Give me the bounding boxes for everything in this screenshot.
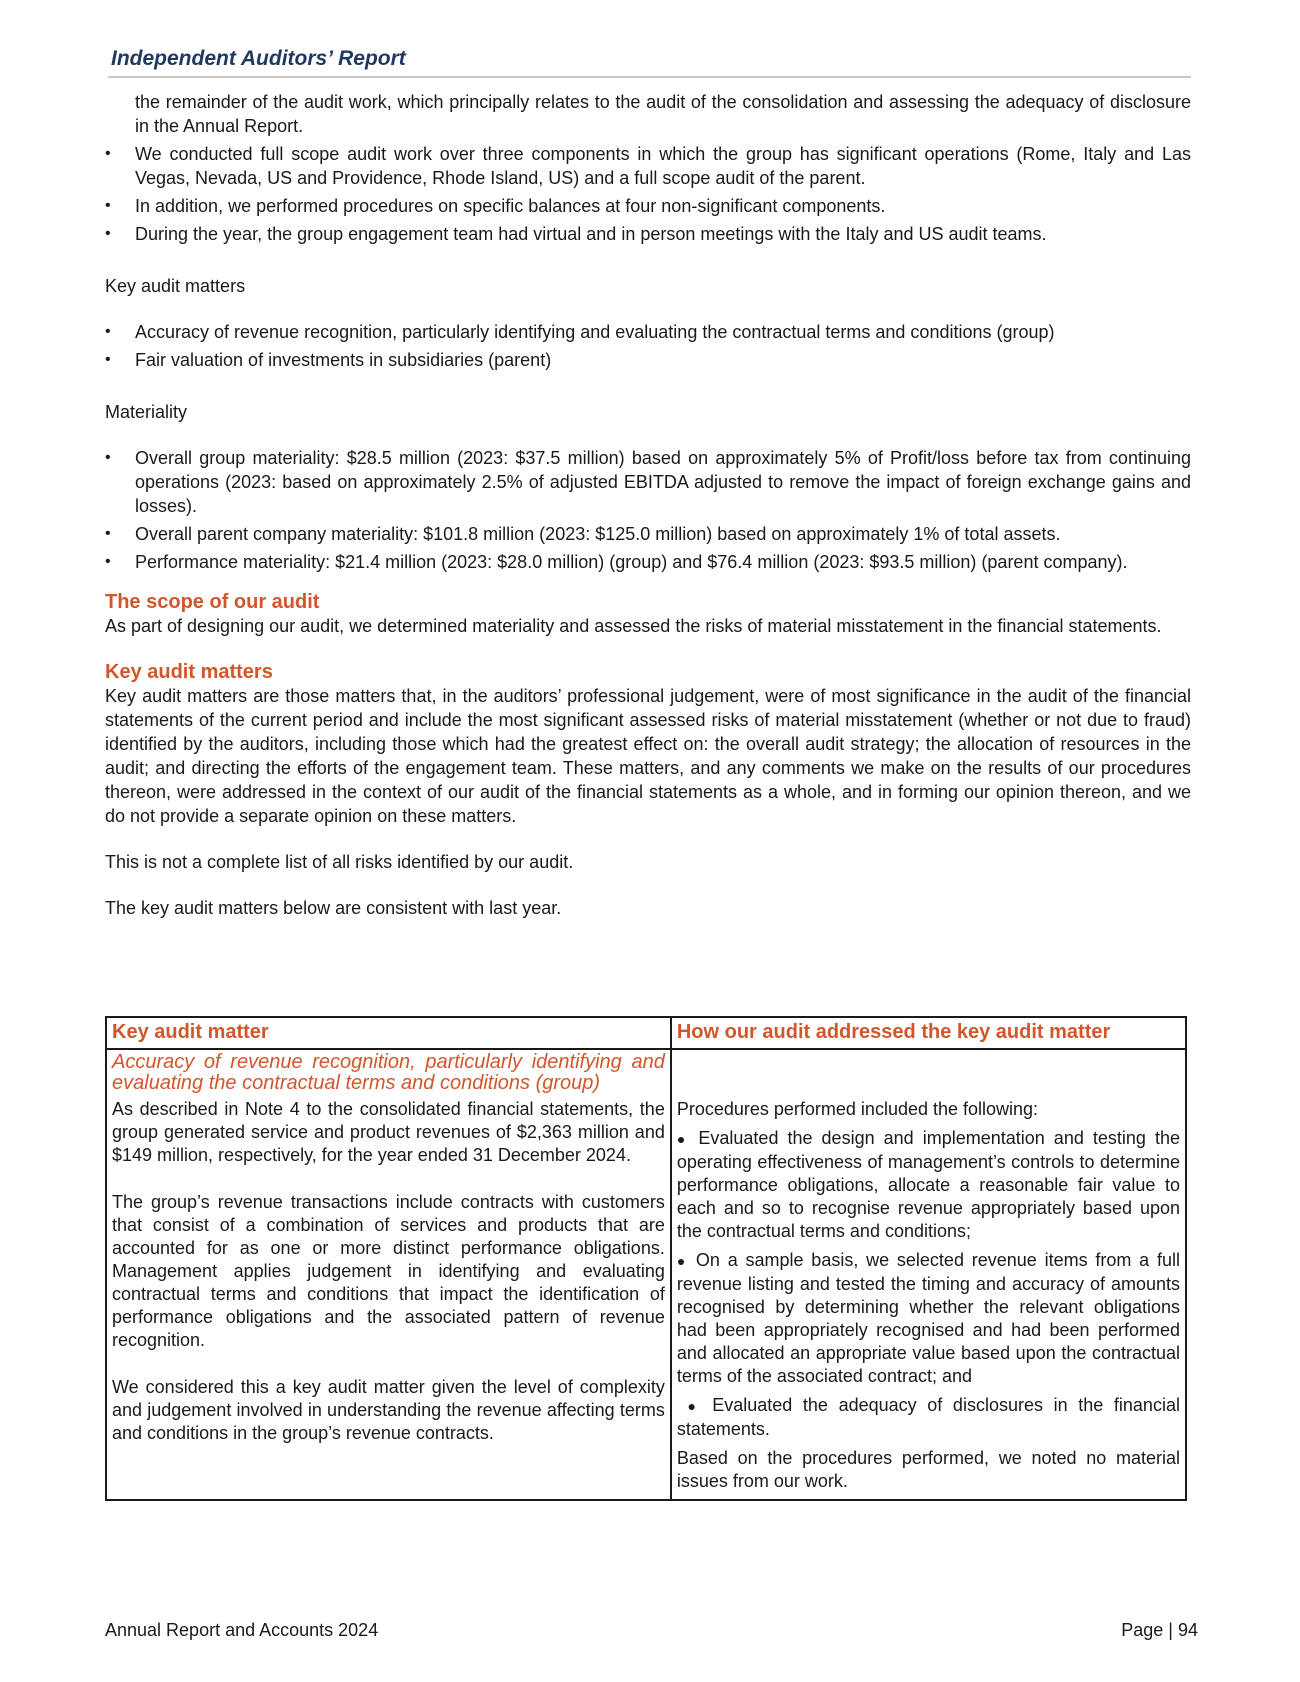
footer-report-name: Annual Report and Accounts 2024 (105, 1620, 379, 1640)
list-item: • Overall parent company materiality: $101.8 million (2023: $125.0 million) based on approximately 1% of total assets. (105, 522, 1191, 546)
kam-paragraph: Key audit matters are those matters that, in the auditors’ professional judgement, were of most significance in the audit of the financial statements of the current period and include the most significant assessed risks of material misstatement (whether or not due to fraud) identified by the auditors, including those which had the greatest effect on: the overall audit strategy; the allocation of resources in the audit; and directing the efforts of the engagement team. These matters, and any comments we make on the results of our procedures thereon, were addressed in the context of our audit of the financial statements as a whole, and in forming our opinion thereon, and we do not provide a separate opinion on these matters. (105, 686, 1191, 826)
bullet-icon: ● (687, 1398, 702, 1414)
procedure-item: ● On a sample basis, we selected revenue items from a full revenue listing and tested the timing and accuracy of amounts recognised by determining whether the relevant obligations had been appropriately recognised and had been performed and allocated an appropriate value based upon the contractual terms of the associated contract; and (676, 1250, 1180, 1386)
key-audit-matter-table (105, 1016, 1187, 1501)
matter-title: Accuracy of revenue recognition, particularly identifying and evaluating the contractual terms and conditions (group) (112, 1051, 665, 1094)
header-divider (108, 76, 1191, 78)
list-item: • We conducted full scope audit work over three components in which the group has significant operations (Rome, Italy and Las Vegas, Nevada, US and Providence, Rhode Island, US) and a full scope audit of the parent. (105, 142, 1191, 190)
kam-note-consistent: The key audit matters below are consistent with last year. (105, 898, 562, 918)
list-item: • In addition, we performed procedures on specific balances at four non-significant components. (105, 194, 1191, 218)
key-audit-matters-label: Key audit matters (105, 276, 246, 296)
table-row (106, 1049, 1186, 1096)
list-item: • Fair valuation of investments in subsidiaries (parent) (105, 348, 1191, 372)
kam-note-incomplete: This is not a complete list of all risks identified by our audit. (105, 852, 574, 872)
table-row (106, 1096, 1186, 1500)
materiality-list (105, 446, 1191, 574)
key-audit-matters-list (105, 320, 1191, 372)
procedures-conclusion: Based on the procedures performed, we noted no material issues from our work. (676, 1448, 1180, 1491)
page-header-title: Independent Auditors’ Report (111, 47, 406, 70)
materiality-label: Materiality (105, 402, 188, 422)
bullet-icon: ● (676, 1131, 690, 1147)
procedure-item: ● Evaluated the adequacy of disclosures in the financial statements. (676, 1395, 1180, 1439)
procedure-item: ● Evaluated the design and implementation and testing the operating effectiveness of management’s controls to determine performance obligations, allocate a reasonable fair value to each and so to recognise revenue appropriately based upon the contractual terms and conditions; (676, 1128, 1180, 1241)
procedures-cell (671, 1096, 1186, 1500)
scope-paragraph: As part of designing our audit, we determined materiality and assessed the risks of material misstatement in the financial statements. (105, 616, 1162, 636)
report-body (105, 90, 1191, 920)
list-item: • Overall group materiality: $28.5 million (2023: $37.5 million) based on approximately 5% of Profit/loss before tax from continuing operations (2023: based on approximately 2.5% of adjusted EBITDA adjusted to remove the impact of foreign exchange gains and losses). (105, 446, 1191, 518)
procedures-intro: Procedures performed included the following: (676, 1099, 1039, 1119)
scope-heading: The scope of our audit (105, 591, 320, 613)
bullet-icon: ● (676, 1253, 689, 1269)
matter-paragraph: We considered this a key audit matter given the level of complexity and judgement involved in understanding the revenue affecting terms and conditions in the group’s revenue contracts. (112, 1377, 665, 1443)
column-header-response: How our audit addressed the key audit matter (671, 1017, 1186, 1049)
kam-heading: Key audit matters (105, 661, 273, 683)
footer-page-number: Page | 94 (1121, 1620, 1198, 1640)
matter-paragraph: The group’s revenue transactions include contracts with customers that consist of a combination of services and products that are accounted for as one or more distinct performance obligations. Management applies judgement in identifying and evaluating contractual terms and conditions that impact the identification of performance obligations and the associated pattern of revenue recognition. (112, 1192, 665, 1350)
continued-paragraph: the remainder of the audit work, which principally relates to the audit of the consolidation and assessing the adequacy of disclosure in the Annual Report. (135, 92, 1191, 136)
matter-description-cell (106, 1096, 671, 1500)
list-item: • During the year, the group engagement team had virtual and in person meetings with the Italy and US audit teams. (105, 222, 1191, 246)
list-item: • Performance materiality: $21.4 million (2023: $28.0 million) (group) and $76.4 million (2023: $93.5 million) (parent company). (105, 550, 1191, 574)
matter-paragraph: As described in Note 4 to the consolidated financial statements, the group generated service and product revenues of $2,363 million and $149 million, respectively, for the year ended 31 December 2024. (112, 1099, 665, 1165)
scoping-bullet-list (105, 142, 1191, 246)
column-header-matter: Key audit matter (106, 1017, 671, 1049)
list-item: • Accuracy of revenue recognition, particularly identifying and evaluating the contractual terms and conditions (group) (105, 320, 1191, 344)
table-header-row (106, 1017, 1186, 1049)
